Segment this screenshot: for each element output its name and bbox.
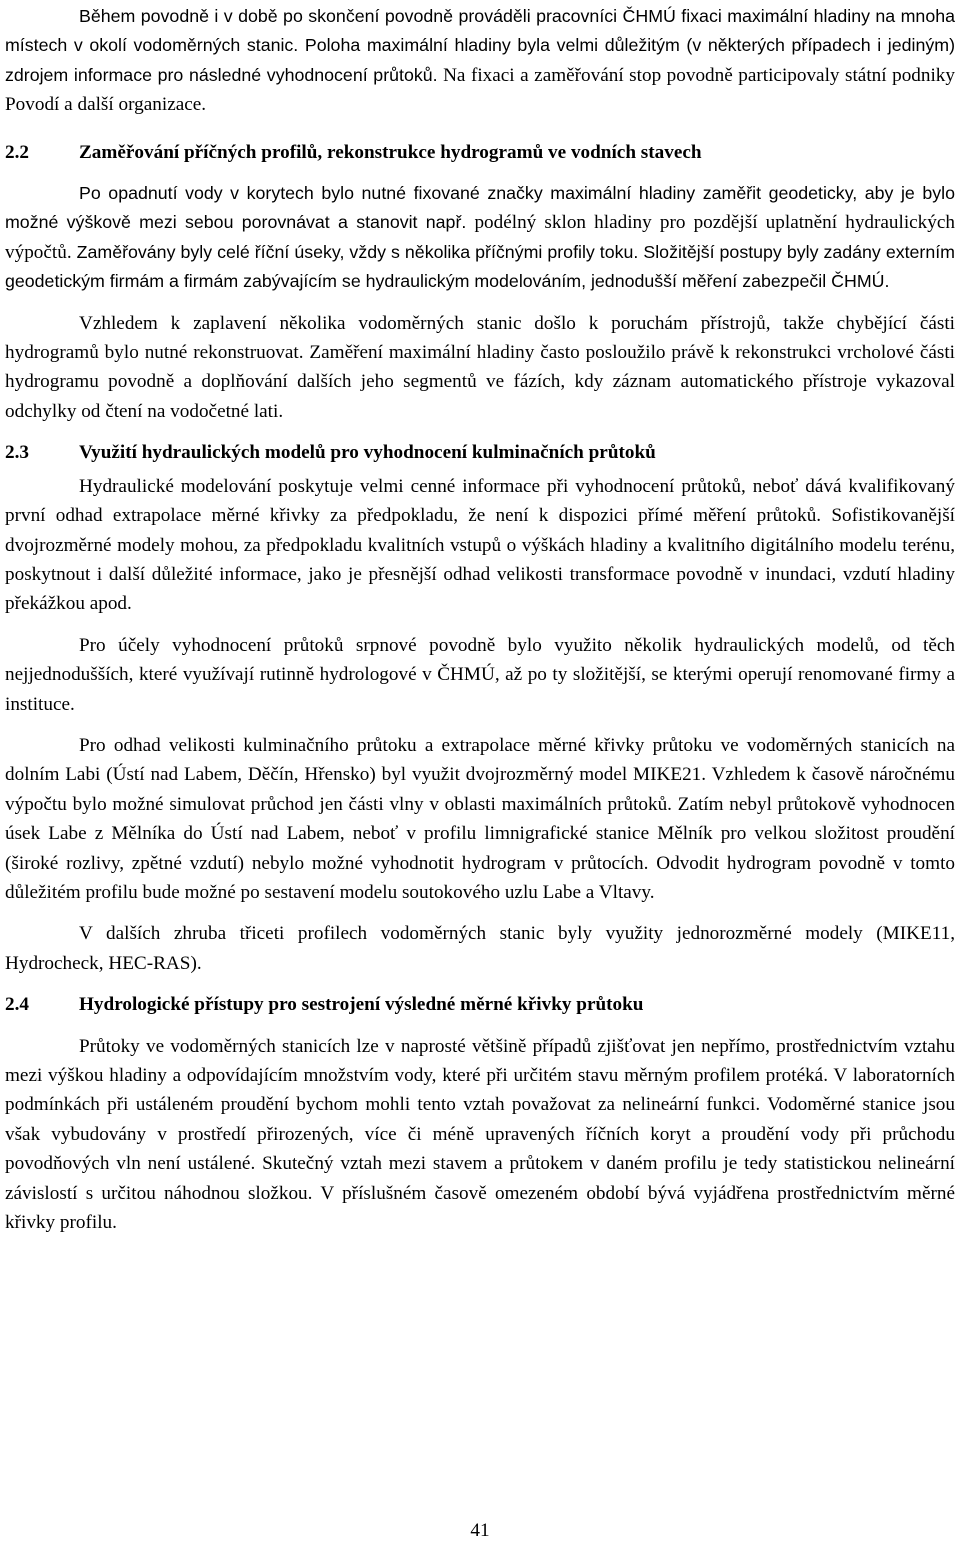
section-heading-2-3 bbox=[5, 438, 955, 467]
paragraph-2-3-1: Hydraulické modelování poskytuje velmi cenné informace při vyhodnocení průtoků, neboť dává kvalifikovaný první odhad extrapolace měrné křivky za předpokladu, že není k dispozici přímé měření průtoků. Sofistikovanější dvojrozměrné modely mohou, za předpokladu kvalitních vstupů o výškách hladiny a kvalitního digitálního modelu terénu, poskytnout i další důležité informace, jako je přesnější odhad velikosti transformace povodně v inundaci, vzdutí hladiny překážkou apod. bbox=[5, 475, 955, 615]
section-number: 2.3 bbox=[5, 442, 29, 464]
paragraph-2-4-1: Průtoky ve vodoměrných stanicích lze v naprosté většině případů zjišťovat jen nepřímo, prostřednictvím vztahu mezi výškou hladiny a odpovídajícím množstvím vody, které při určitém stavu měrným profilem protéká. V laboratorních podmínkách při ustáleném proudění bychom mohli tento vztah považovat za nelineární funkci. Vodoměrné stanice jsou však vybudovány v prostředí přirozených, více či méně upravených říčních koryt a proudění vody při průchodu povodňových vln není ustálené. Skutečný vztah mezi stavem a průtokem v daném profilu je tedy statistickou nelineární závislostí s určitou náhodnou složkou. V příslušném časově omezeném období bývá vyjádřena prostřednictvím měrné křivky profilu. bbox=[5, 1035, 955, 1234]
section-heading-2-4 bbox=[5, 990, 955, 1019]
paragraph-2-2-1-part-b: podélný sklon hladiny pro pozdější uplatnění hydraulických výpočtů. bbox=[5, 212, 955, 263]
paragraph-2-2-1-part-a: Po opadnutí vody v korytech bylo nutné fixované značky maximální hladiny zaměřit geodeticky, aby je bylo možné výškově mezi sebou porovnávat a stanovit např. bbox=[5, 183, 955, 233]
paragraph-2-3-2: Pro účely vyhodnocení průtoků srpnové povodně bylo využito několik hydraulických modelů, od těch nejjednodušších, které využívají rutinně hydrologové v ČHMÚ, až po ty složitější, se kterými operují renomované firmy a instituce. bbox=[5, 634, 955, 715]
section-heading-2-2 bbox=[5, 138, 955, 167]
section-number: 2.2 bbox=[5, 141, 29, 163]
paragraph-2-2-1 bbox=[5, 179, 955, 297]
paragraph-intro-part-b: Na fixaci a zaměřování stop povodně participovaly státní podniky Povodí a další organizace. bbox=[5, 64, 955, 116]
section-title: Zaměřování příčných profilů, rekonstrukce hydrogramů ve vodních stavech bbox=[79, 141, 702, 163]
paragraph-2-3-3: Pro odhad velikosti kulminačního průtoku a extrapolace měrné křivky průtoku ve vodoměrných stanicích na dolním Labi (Ústí nad Labem, Děčín, Hřensko) byl využit dvojrozměrný model MIKE21. Vzhledem k časově náročnému výpočtu bylo možné simulovat průchod jen části vlny v oblasti maximálních průtoků. Zatím nebyl průtokově vyhodnocen úsek Labe z Mělníka do Ústí nad Labem, neboť v profilu limnigrafické stanice Mělník pro velkou složitost proudění (široké rozlivy, zpětné vzdutí) nebylo možné vyhodnotit hydrogram v průtocích. Odvodit hydrogram povodně v tomto důležitém profilu bude možné po sestavení modelu soutokového uzlu Labe a Vltavy. bbox=[5, 734, 955, 903]
paragraph-2-2-2: Vzhledem k zaplavení několika vodoměrných stanic došlo k poruchám přístrojů, takže chybějící části hydrogramů bylo nutné rekonstruovat. Zaměření maximální hladiny často posloužilo právě k rekonstrukci vrcholové části hydrogramu povodně a doplňování dalších jeho segmentů ve fázích, kdy záznam automatického přístroje vykazoval odchylky od čtení na vodočetné lati. bbox=[5, 312, 955, 422]
document-page bbox=[5, 0, 955, 1237]
paragraph-2-2-1-part-c: Zaměřovány byly celé říční úseky, vždy s několika příčnými profily toku. Složitější postupy byly zadány externím geodetickým firmám a firmám zabývajícím se hydraulickým modelováním, jednodušší měření zabezpečil ČHMÚ. bbox=[5, 241, 955, 292]
page-number: 41 bbox=[470, 1520, 490, 1541]
section-number: 2.4 bbox=[5, 994, 29, 1016]
paragraph-intro bbox=[5, 2, 955, 120]
paragraph-intro-part-a: Během povodně i v době po skončení povodně prováděli pracovníci ČHMÚ fixaci maximální hladiny na mnoha místech v okolí vodoměrných stanic. Poloha maximální hladiny byla velmi důležitým (v některých případech i jediným) zdrojem informace pro následné vyhodnocení průtoků. bbox=[5, 6, 955, 85]
section-title: Využití hydraulických modelů pro vyhodnocení kulminačních průtoků bbox=[79, 442, 656, 464]
paragraph-2-3-4: V dalších zhruba třiceti profilech vodoměrných stanic byly využity jednorozměrné modely (MIKE11, Hydrocheck, HEC-RAS). bbox=[5, 923, 955, 974]
section-title: Hydrologické přístupy pro sestrojení výsledné měrné křivky průtoku bbox=[79, 994, 644, 1016]
